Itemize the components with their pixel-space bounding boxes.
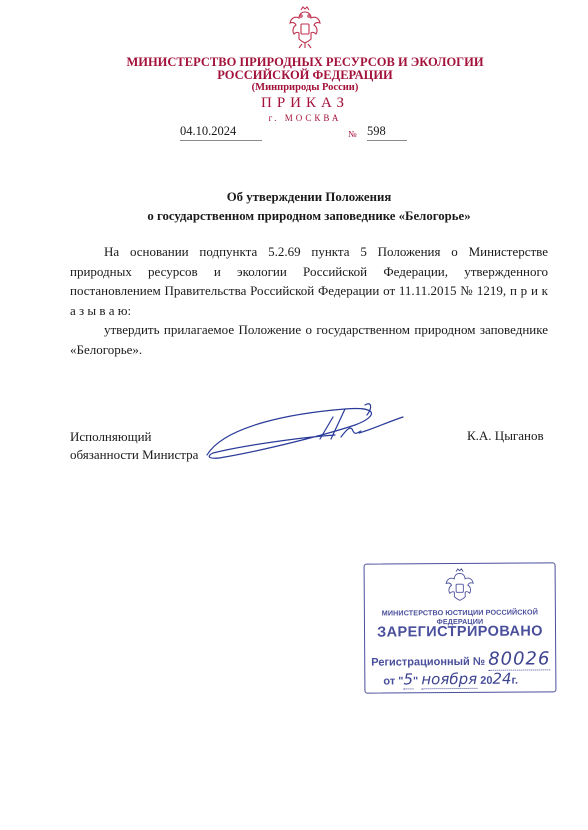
registration-stamp [364, 562, 557, 693]
stamp-reg-label: Регистрационный № [371, 655, 486, 669]
stamp-status: ЗАРЕГИСТРИРОВАНО [377, 623, 543, 641]
stamp-month: ноября [421, 669, 478, 689]
stamp-organization: МИНИСТЕРСТВО ЮСТИЦИИ РОССИЙСКОЙ ФЕДЕРАЦИИ [381, 607, 539, 627]
stamp-reg-number-line [371, 648, 550, 671]
stamp-reg-number: 80026 [488, 648, 551, 670]
position-line2: обязанности Министра [70, 447, 199, 462]
ministry-short-name: (Минприроды России) [251, 82, 359, 93]
stamp-year-end: г. [511, 674, 519, 687]
signatory-position [70, 428, 198, 464]
position-line1: Исполняющий [70, 429, 152, 444]
stamp-quote-close: " [412, 675, 419, 688]
coat-of-arms-icon [287, 6, 323, 50]
stamp-day: 5 [403, 670, 414, 689]
body-paragraph-order: утвердить прилагаемое Положение о государственном природном заповеднике «Белогорье». [70, 322, 548, 357]
stamp-year-prefix: 20 [480, 674, 493, 687]
stamp-date-prefix: от " [383, 675, 404, 688]
ministry-name-line2: РОССИЙСКОЙ ФЕДЕРАЦИИ [217, 68, 393, 82]
stamp-coat-of-arms-icon [443, 568, 477, 604]
ministry-name-line1: МИНИСТЕРСТВО ПРИРОДНЫХ РЕСУРСОВ И ЭКОЛОГИИ [126, 55, 484, 69]
handwritten-signature-icon [205, 395, 410, 465]
stamp-date-line [383, 670, 518, 690]
document-date: 04.10.2024 [180, 124, 262, 141]
number-sign: № [348, 129, 357, 139]
signatory-name: К.А. Цыганов [467, 428, 544, 443]
body-paragraph-basis: На основании подпункта 5.2.69 пункта 5 Положения о Министерстве природных ресурсов и экологии Российской Федерации, утвержденного постановлением Правительства Российской Федерации от 11.11.2015 № 1219, п р и к а з ы в а ю: [70, 244, 548, 318]
document-title-line1: Об утверждении Положения [226, 190, 392, 204]
stamp-year-suffix: 24 [492, 669, 512, 688]
document-number: 598 [367, 124, 407, 141]
document-title-line2: о государственном природном заповеднике «Белогорье» [147, 209, 471, 223]
document-type: ПРИКАЗ [261, 95, 349, 111]
document-city: г. МОСКВА [268, 113, 342, 123]
